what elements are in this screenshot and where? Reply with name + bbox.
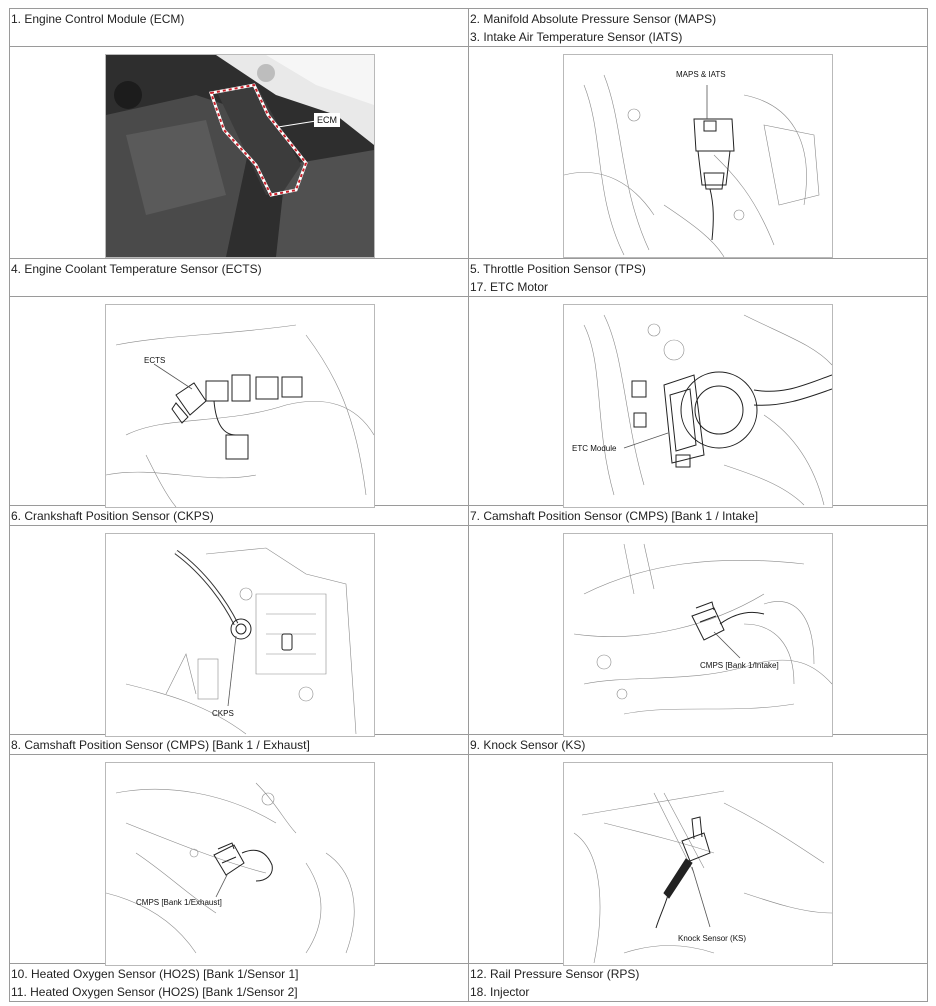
cell-knock-sensor-image [469,755,928,964]
cell-cmps-intake-image [469,526,928,735]
cell-maps-iats-image [469,47,928,259]
ects-callout: ECTS [144,356,166,365]
caption-rps-injector: 12. Rail Pressure Sensor (RPS) 18. Injector [469,964,928,1002]
cmps-intake-figure [564,534,832,736]
ects-illustration [105,304,375,508]
cell-ecm-image [10,47,469,259]
ckps-figure [106,534,374,736]
caption-cmps-intake: 7. Camshaft Position Sensor (CMPS) [Bank 1 / Intake] [469,506,928,526]
caption-maps-iats: 2. Manifold Absolute Pressure Sensor (MAPS) 3. Intake Air Temperature Sensor (IATS) [469,9,928,47]
cell-ects-image [10,297,469,506]
cell-tps-etc-image [469,297,928,506]
caption-cmps-exhaust: 8. Camshaft Position Sensor (CMPS) [Bank 1 / Exhaust] [10,735,469,755]
cell-cmps-exhaust-image [10,755,469,964]
knock-sensor-figure [564,763,832,965]
cmps-exhaust-illustration [105,762,375,966]
caption-knock-sensor: 9. Knock Sensor (KS) [469,735,928,755]
knock-sensor-illustration [563,762,833,966]
ecm-callout: ECM [317,115,337,125]
component-location-table [9,8,928,1002]
ects-figure [106,305,374,507]
caption-tps-etc: 5. Throttle Position Sensor (TPS) 17. ETC Motor [469,259,928,297]
caption-ho2s: 10. Heated Oxygen Sensor (HO2S) [Bank 1/Sensor 1] 11. Heated Oxygen Sensor (HO2S) [Bank 1/Sensor 2] [10,964,469,1002]
caption-ckps: 6. Crankshaft Position Sensor (CKPS) [10,506,469,526]
maps-iats-callout: MAPS & IATS [676,70,726,79]
cmps-exhaust-callout: CMPS [Bank 1/Exhaust] [136,898,222,907]
maps-iats-illustration [563,54,833,258]
knock-sensor-callout: Knock Sensor (KS) [678,934,747,943]
cmps-exhaust-figure [106,763,374,965]
caption-ects: 4. Engine Coolant Temperature Sensor (ECTS) [10,259,469,297]
ecm-photo-figure [106,55,374,257]
cell-ckps-image [10,526,469,735]
etc-module-callout: ETC Module [572,444,617,453]
etc-module-illustration [563,304,833,508]
ckps-illustration [105,533,375,737]
ecm-photo [105,54,375,258]
etc-module-figure [564,305,832,507]
caption-ecm: 1. Engine Control Module (ECM) [10,9,469,47]
maps-iats-figure [564,55,832,257]
ckps-callout: CKPS [212,709,234,718]
cmps-intake-illustration [563,533,833,737]
cmps-intake-callout: CMPS [Bank 1/Intake] [700,661,779,670]
